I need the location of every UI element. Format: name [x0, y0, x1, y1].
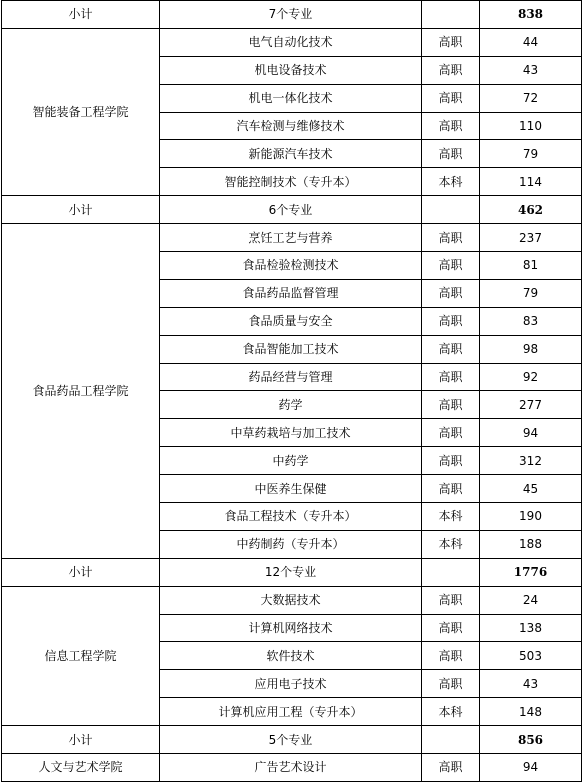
- college-name: 智能装备工程学院: [2, 28, 160, 195]
- subtotal-label: 小计: [2, 196, 160, 224]
- major-level: 本科: [422, 503, 480, 531]
- enrollment-table: [1, 0, 582, 782]
- major-level: 本科: [422, 698, 480, 726]
- table-body: [2, 1, 582, 782]
- subtotal-total: 856: [480, 726, 582, 754]
- major-level: 高职: [422, 586, 480, 614]
- major-name: 食品工程技术（专升本）: [160, 503, 422, 531]
- subtotal-major-count: 5个专业: [160, 726, 422, 754]
- major-level: 高职: [422, 28, 480, 56]
- major-count: 503: [480, 642, 582, 670]
- subtotal-row: [2, 196, 582, 224]
- major-count: 44: [480, 28, 582, 56]
- table-row: [2, 754, 582, 782]
- major-level: 高职: [422, 447, 480, 475]
- college-name: 食品药品工程学院: [2, 224, 160, 559]
- major-level: 高职: [422, 279, 480, 307]
- college-name: 信息工程学院: [2, 586, 160, 725]
- major-name: 中医养生保健: [160, 475, 422, 503]
- major-name: 食品质量与安全: [160, 307, 422, 335]
- major-count: 45: [480, 475, 582, 503]
- subtotal-label: 小计: [2, 726, 160, 754]
- major-name: 电气自动化技术: [160, 28, 422, 56]
- major-level: 高职: [422, 140, 480, 168]
- major-level: 高职: [422, 112, 480, 140]
- major-level: 高职: [422, 754, 480, 782]
- major-name: 机电一体化技术: [160, 84, 422, 112]
- major-count: 110: [480, 112, 582, 140]
- major-count: 312: [480, 447, 582, 475]
- major-name: 食品智能加工技术: [160, 335, 422, 363]
- subtotal-empty-cell: [422, 1, 480, 29]
- subtotal-empty-cell: [422, 726, 480, 754]
- subtotal-row: [2, 558, 582, 586]
- subtotal-total: 1776: [480, 558, 582, 586]
- major-level: 高职: [422, 335, 480, 363]
- major-name: 智能控制技术（专升本）: [160, 168, 422, 196]
- subtotal-label: 小计: [2, 558, 160, 586]
- subtotal-empty-cell: [422, 558, 480, 586]
- major-count: 43: [480, 56, 582, 84]
- major-level: 高职: [422, 252, 480, 280]
- major-count: 190: [480, 503, 582, 531]
- major-count: 83: [480, 307, 582, 335]
- major-name: 食品药品监督管理: [160, 279, 422, 307]
- table-row: [2, 224, 582, 252]
- major-count: 43: [480, 670, 582, 698]
- major-level: 高职: [422, 614, 480, 642]
- major-name: 中药学: [160, 447, 422, 475]
- major-name: 药品经营与管理: [160, 363, 422, 391]
- major-level: 高职: [422, 363, 480, 391]
- subtotal-major-count: 7个专业: [160, 1, 422, 29]
- major-count: 94: [480, 754, 582, 782]
- major-count: 94: [480, 419, 582, 447]
- major-count: 237: [480, 224, 582, 252]
- major-count: 114: [480, 168, 582, 196]
- major-count: 79: [480, 140, 582, 168]
- major-level: 高职: [422, 419, 480, 447]
- major-name: 计算机网络技术: [160, 614, 422, 642]
- major-name: 应用电子技术: [160, 670, 422, 698]
- table-row: [2, 586, 582, 614]
- subtotal-empty-cell: [422, 196, 480, 224]
- major-count: 98: [480, 335, 582, 363]
- major-level: 高职: [422, 224, 480, 252]
- major-level: 高职: [422, 56, 480, 84]
- subtotal-row: [2, 1, 582, 29]
- college-name: 人文与艺术学院: [2, 754, 160, 782]
- major-level: 本科: [422, 168, 480, 196]
- major-name: 广告艺术设计: [160, 754, 422, 782]
- major-name: 汽车检测与维修技术: [160, 112, 422, 140]
- major-count: 148: [480, 698, 582, 726]
- major-count: 188: [480, 530, 582, 558]
- major-level: 高职: [422, 642, 480, 670]
- major-count: 92: [480, 363, 582, 391]
- major-name: 机电设备技术: [160, 56, 422, 84]
- table-row: [2, 28, 582, 56]
- major-name: 计算机应用工程（专升本）: [160, 698, 422, 726]
- subtotal-total: 462: [480, 196, 582, 224]
- major-level: 高职: [422, 307, 480, 335]
- major-level: 高职: [422, 475, 480, 503]
- major-name: 烹饪工艺与营养: [160, 224, 422, 252]
- subtotal-row: [2, 726, 582, 754]
- major-count: 79: [480, 279, 582, 307]
- major-name: 中草药栽培与加工技术: [160, 419, 422, 447]
- major-name: 中药制药（专升本）: [160, 530, 422, 558]
- major-count: 72: [480, 84, 582, 112]
- major-name: 大数据技术: [160, 586, 422, 614]
- subtotal-label: 小计: [2, 1, 160, 29]
- major-count: 277: [480, 391, 582, 419]
- major-name: 食品检验检测技术: [160, 252, 422, 280]
- major-name: 药学: [160, 391, 422, 419]
- major-level: 高职: [422, 84, 480, 112]
- subtotal-major-count: 12个专业: [160, 558, 422, 586]
- subtotal-major-count: 6个专业: [160, 196, 422, 224]
- major-name: 新能源汽车技术: [160, 140, 422, 168]
- major-name: 软件技术: [160, 642, 422, 670]
- major-level: 高职: [422, 670, 480, 698]
- major-count: 24: [480, 586, 582, 614]
- major-level: 高职: [422, 391, 480, 419]
- subtotal-total: 838: [480, 1, 582, 29]
- major-count: 81: [480, 252, 582, 280]
- major-level: 本科: [422, 530, 480, 558]
- major-count: 138: [480, 614, 582, 642]
